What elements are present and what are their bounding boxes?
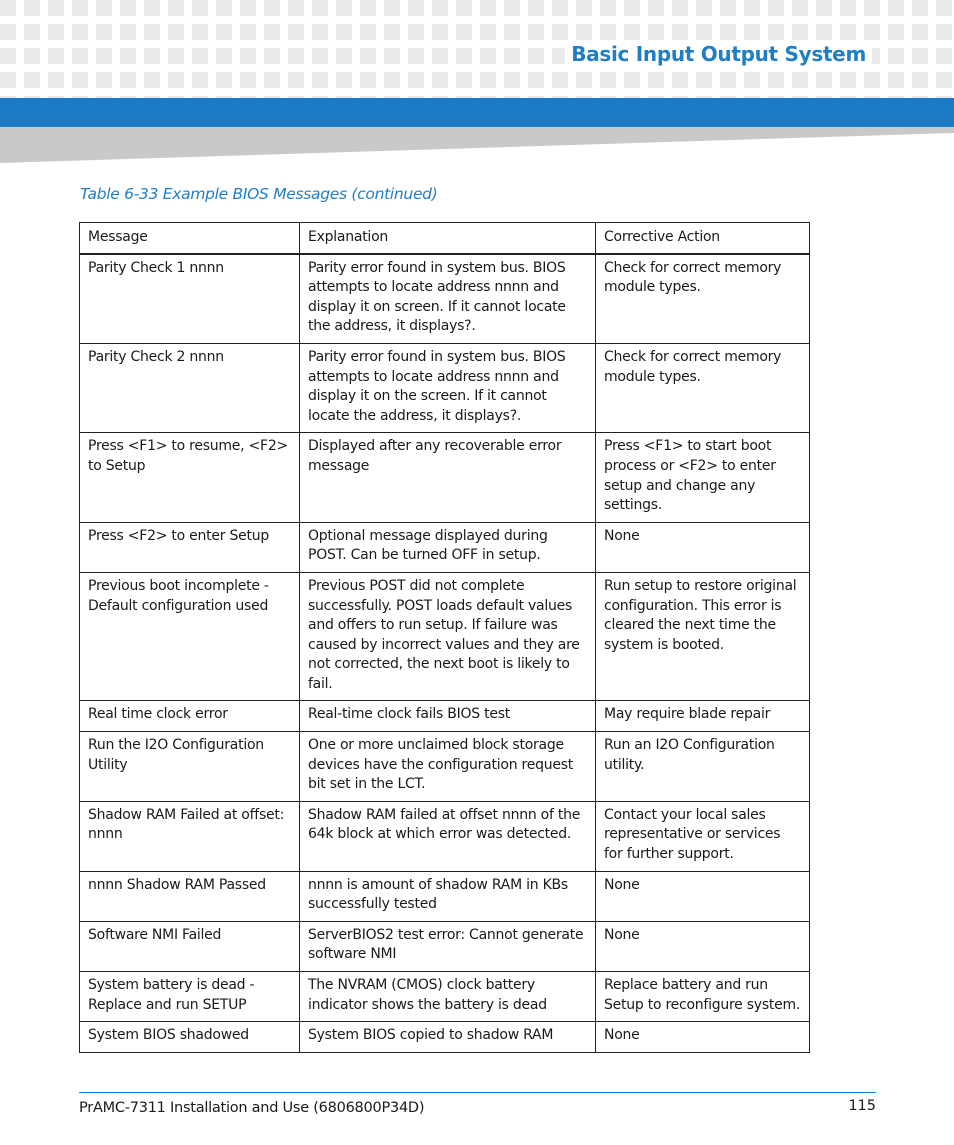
cell-message: Previous boot incomplete - Default configuration used <box>80 572 300 701</box>
table-row <box>80 732 810 802</box>
column-header-message: Message <box>80 223 300 254</box>
table-row <box>80 254 810 344</box>
cell-corrective-action: None <box>596 1022 810 1053</box>
cell-explanation: System BIOS copied to shadow RAM <box>300 1022 596 1053</box>
cell-message: Parity Check 2 nnnn <box>80 343 300 432</box>
table-row <box>80 433 810 522</box>
cell-corrective-action: None <box>596 522 810 572</box>
cell-message: System battery is dead - Replace and run SETUP <box>80 972 300 1022</box>
cell-corrective-action: May require blade repair <box>596 701 810 732</box>
table-row <box>80 972 810 1022</box>
table-body <box>80 254 810 1053</box>
table-row <box>80 1022 810 1053</box>
cell-corrective-action: None <box>596 871 810 921</box>
cell-message: nnnn Shadow RAM Passed <box>80 871 300 921</box>
table-row <box>80 701 810 732</box>
cell-explanation: Shadow RAM failed at offset nnnn of the 64k block at which error was detected. <box>300 801 596 871</box>
cell-corrective-action: Contact your local sales representative or services for further support. <box>596 801 810 871</box>
table-row <box>80 871 810 921</box>
cell-corrective-action: Press <F1> to start boot process or <F2> to enter setup and change any settings. <box>596 433 810 522</box>
cell-explanation: The NVRAM (CMOS) clock battery indicator shows the battery is dead <box>300 972 596 1022</box>
cell-message: Real time clock error <box>80 701 300 732</box>
footer-document-title: PrAMC-7311 Installation and Use (6806800P34D) <box>79 1100 425 1116</box>
cell-message: Parity Check 1 nnnn <box>80 254 300 344</box>
column-header-explanation: Explanation <box>300 223 596 254</box>
cell-corrective-action: Replace battery and run Setup to reconfigure system. <box>596 972 810 1022</box>
table-header-row <box>80 223 810 254</box>
cell-corrective-action: Check for correct memory module types. <box>596 254 810 344</box>
table-caption: Table 6-33 Example BIOS Messages (continued) <box>80 185 438 203</box>
cell-explanation: ServerBIOS2 test error: Cannot generate software NMI <box>300 921 596 971</box>
header-gray-swoosh <box>0 127 954 163</box>
cell-corrective-action: Run an I2O Configuration utility. <box>596 732 810 802</box>
cell-explanation: nnnn is amount of shadow RAM in KBs successfully tested <box>300 871 596 921</box>
cell-explanation: One or more unclaimed block storage devices have the configuration request bit set in the LCT. <box>300 732 596 802</box>
page-number: 115 <box>848 1098 876 1114</box>
cell-explanation: Real-time clock fails BIOS test <box>300 701 596 732</box>
cell-message: System BIOS shadowed <box>80 1022 300 1053</box>
cell-message: Software NMI Failed <box>80 921 300 971</box>
table-row <box>80 801 810 871</box>
cell-explanation: Optional message displayed during POST. Can be turned OFF in setup. <box>300 522 596 572</box>
header-blue-band <box>0 98 954 127</box>
table-row <box>80 522 810 572</box>
footer-rule <box>79 1092 876 1093</box>
table-row <box>80 572 810 701</box>
cell-explanation: Parity error found in system bus. BIOS attempts to locate address nnnn and display it on the screen. If it cannot locate the address, it displays?. <box>300 343 596 432</box>
bios-messages-table <box>79 222 810 1053</box>
table-row <box>80 921 810 971</box>
cell-message: Shadow RAM Failed at offset: nnnn <box>80 801 300 871</box>
cell-corrective-action: None <box>596 921 810 971</box>
cell-corrective-action: Run setup to restore original configuration. This error is cleared the next time the system is booted. <box>596 572 810 701</box>
cell-message: Run the I2O Configuration Utility <box>80 732 300 802</box>
cell-explanation: Previous POST did not complete successfully. POST loads default values and offers to run setup. If failure was caused by incorrect values and they are not corrected, the next boot is likely to fail. <box>300 572 596 701</box>
column-header-corrective-action: Corrective Action <box>596 223 810 254</box>
cell-message: Press <F2> to enter Setup <box>80 522 300 572</box>
cell-message: Press <F1> to resume, <F2> to Setup <box>80 433 300 522</box>
cell-corrective-action: Check for correct memory module types. <box>596 343 810 432</box>
section-title: Basic Input Output System <box>565 42 872 66</box>
cell-explanation: Displayed after any recoverable error message <box>300 433 596 522</box>
cell-explanation: Parity error found in system bus. BIOS attempts to locate address nnnn and display it on screen. If it cannot locate the address, it displays?. <box>300 254 596 344</box>
table-row <box>80 343 810 432</box>
